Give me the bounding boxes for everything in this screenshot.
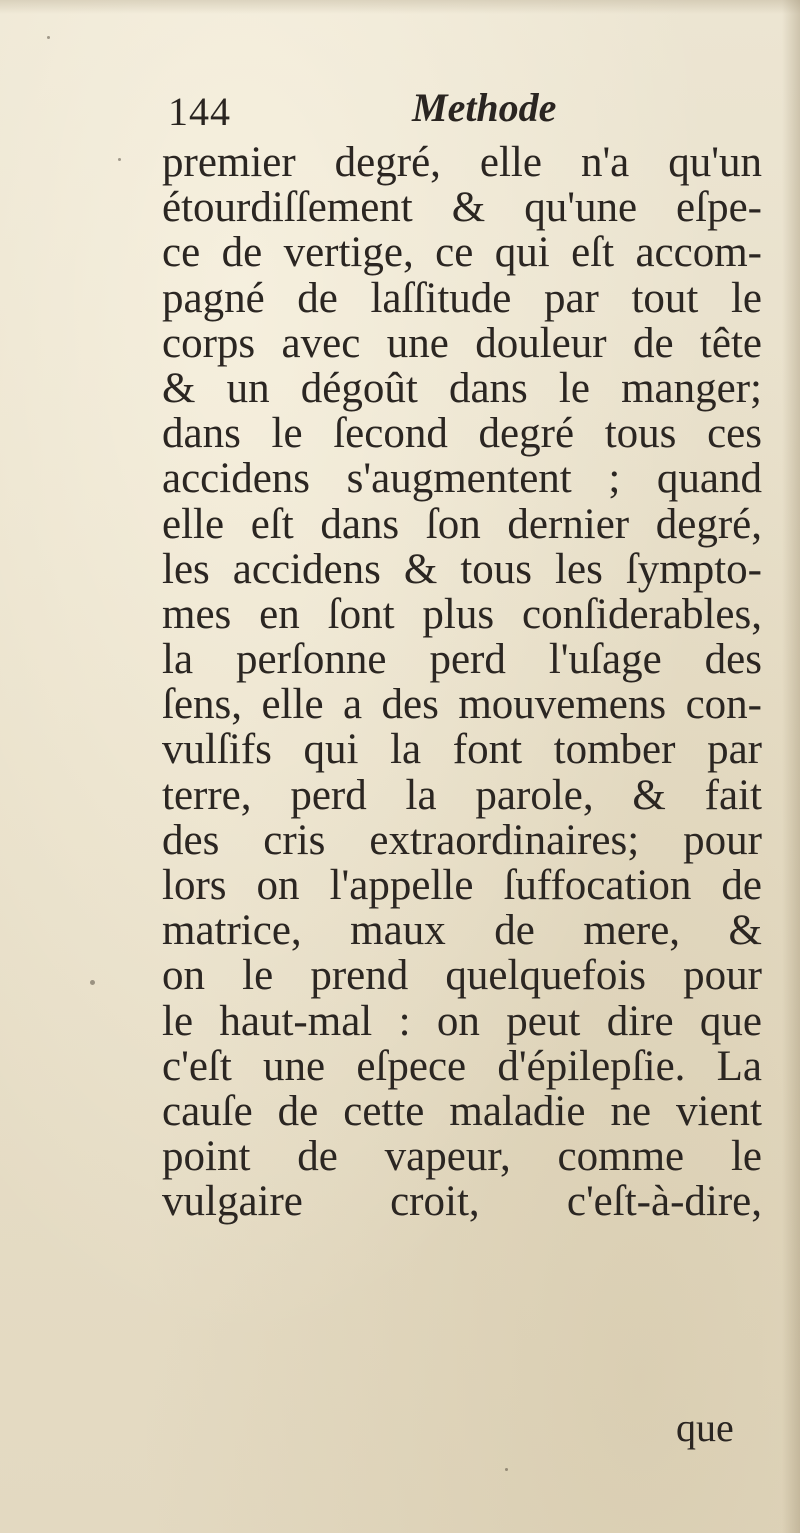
page-top-shadow [0,0,800,14]
text-line: terre, perd la parole, & fait [162,771,762,819]
text-line: des cris extraordinaires; pour [162,816,762,864]
text-line: cauſe de cette maladie ne vient [162,1087,762,1135]
text-line: la perſonne perd l'uſage des [162,636,762,684]
text-line: le haut-mal : on peut dire que [162,997,762,1045]
running-head: Methode [412,85,557,130]
page-header [168,84,758,140]
text-line: vulſifs qui la font tomber par [162,726,762,774]
paper-speck [118,158,121,161]
text-line: point de vapeur, comme le [162,1133,762,1181]
text-line: lors on l'appelle ſuffocation de [162,862,762,909]
page-right-shadow [782,0,800,1533]
body-text [162,140,762,1225]
text-line: corps avec une douleur de tête [162,319,762,367]
paper-speck [505,1468,508,1471]
paper-speck [47,36,50,39]
catchword: que [676,1405,734,1450]
paper-speck [90,980,95,985]
text-line: étourdiſſement & qu'une eſpe- [162,184,762,232]
text-line: mes en ſont plus conſiderables, [162,590,762,638]
text-line: ce de vertige, ce qui eſt accom- [162,229,762,277]
text-line: matrice, maux de mere, & [162,907,762,955]
text-line: vulgaire croit, c'eſt-à-dire, [162,1178,762,1226]
text-line: on le prend quelquefois pour [162,952,762,1000]
text-line: c'eſt une eſpece d'épilepſie. La [162,1042,762,1090]
text-line: accidens s'augmentent ; quand [162,455,762,503]
text-line: pagné de laſſitude par tout le [162,274,762,322]
text-line: & un dégoût dans le manger; [162,364,762,412]
page-number: 144 [168,89,231,134]
text-line: ſens, elle a des mouvemens con- [162,681,762,729]
text-line: les accidens & tous les ſympto- [162,545,762,593]
text-line: dans le ſecond degré tous ces [162,410,762,458]
text-line: premier degré, elle n'a qu'un [162,139,762,186]
text-line: elle eſt dans ſon dernier degré, [162,500,762,548]
